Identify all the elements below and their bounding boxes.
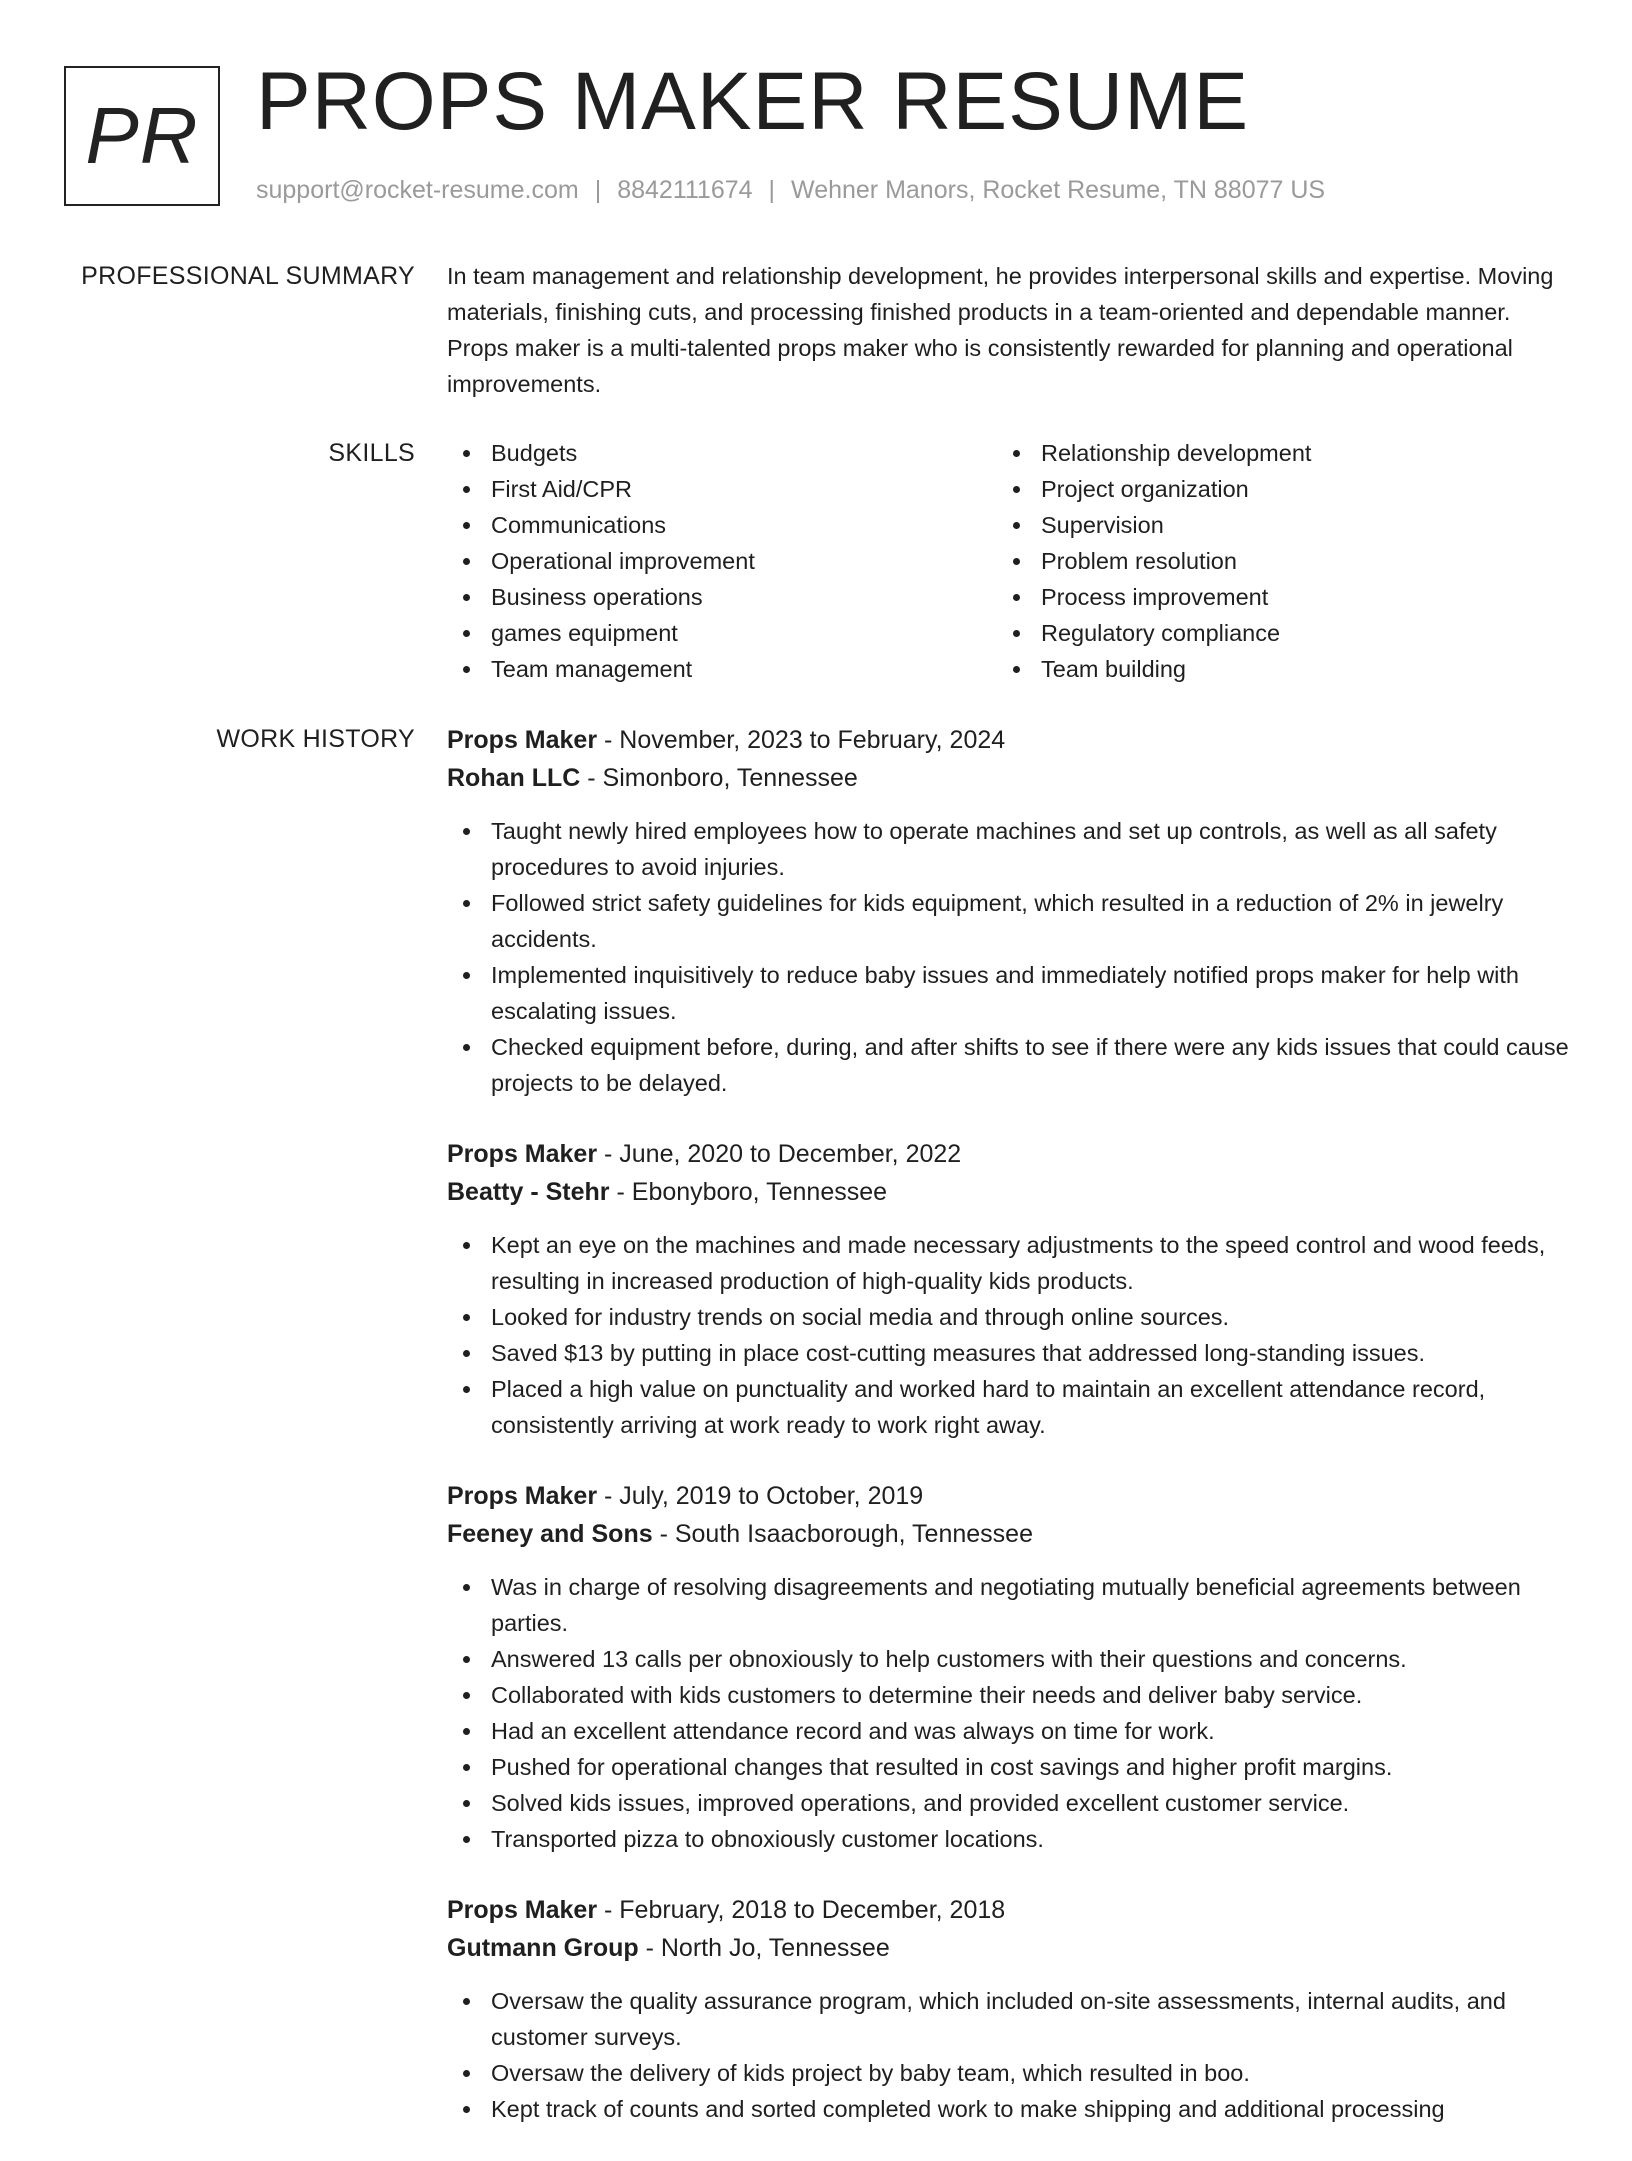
skill-item: Operational improvement <box>447 543 997 579</box>
summary-heading: PROFESSIONAL SUMMARY <box>81 262 415 290</box>
skill-item: Budgets <box>447 435 997 471</box>
job-bullet: Collaborated with kids customers to determine their needs and deliver baby service. <box>447 1677 1572 1713</box>
monogram-logo: PR <box>64 66 220 206</box>
job-company-line <box>447 759 1572 797</box>
job-company-line <box>447 1929 1572 1967</box>
job-location: - South Isaacborough, Tennessee <box>652 1520 1033 1548</box>
job-company: Beatty - Stehr <box>447 1178 610 1206</box>
job-company: Rohan LLC <box>447 764 581 792</box>
skill-item: Communications <box>447 507 997 543</box>
job-bullet: Had an excellent attendance record and was always on time for work. <box>447 1713 1572 1749</box>
job-dates: - June, 2020 to December, 2022 <box>597 1140 962 1168</box>
job-title: Props Maker <box>447 1482 598 1510</box>
job-entry <box>447 1891 1572 2127</box>
job-bullet: Checked equipment before, during, and after shifts to see if there were any kids issues that could cause projects to be delayed. <box>447 1029 1572 1101</box>
job-bullet: Was in charge of resolving disagreements and negotiating mutually beneficial agreements between parties. <box>447 1569 1572 1641</box>
skills-heading: SKILLS <box>328 439 415 467</box>
skill-item: Relationship development <box>997 435 1547 471</box>
job-bullets <box>447 1227 1572 1443</box>
contact-address: Wehner Manors, Rocket Resume, TN 88077 US <box>791 176 1326 204</box>
job-bullet: Followed strict safety guidelines for kids equipment, which resulted in a reduction of 2% in jewelry accidents. <box>447 885 1572 957</box>
job-entry <box>447 1135 1572 1443</box>
skill-item: Business operations <box>447 579 997 615</box>
job-title-line <box>447 1891 1572 1929</box>
job-title: Props Maker <box>447 1140 598 1168</box>
skill-item: Supervision <box>997 507 1547 543</box>
skill-item: Regulatory compliance <box>997 615 1547 651</box>
skill-item: Project organization <box>997 471 1547 507</box>
job-bullet: Transported pizza to obnoxiously customer locations. <box>447 1821 1572 1857</box>
job-company-line <box>447 1515 1572 1553</box>
job-title: Props Maker <box>447 726 598 754</box>
job-dates: - July, 2019 to October, 2019 <box>597 1482 924 1510</box>
job-dates: - February, 2018 to December, 2018 <box>597 1896 1006 1924</box>
job-location: - Ebonyboro, Tennessee <box>609 1178 888 1206</box>
skill-item: Problem resolution <box>997 543 1547 579</box>
job-bullet: Kept an eye on the machines and made necessary adjustments to the speed control and wood feeds, resulting in increased production of high-quality kids products. <box>447 1227 1572 1299</box>
contact-line <box>256 172 1325 208</box>
job-bullet: Solved kids issues, improved operations, and provided excellent customer service. <box>447 1785 1572 1821</box>
job-bullet: Saved $13 by putting in place cost-cutting measures that addressed long-standing issues. <box>447 1335 1572 1371</box>
contact-separator: | <box>768 176 776 204</box>
job-bullet: Implemented inquisitively to reduce baby issues and immediately notified props maker for help with escalating issues. <box>447 957 1572 1029</box>
job-list <box>447 721 1572 2161</box>
job-title: Props Maker <box>447 1896 598 1924</box>
job-title-line <box>447 721 1572 759</box>
job-company-line <box>447 1173 1572 1211</box>
page-title: PROPS MAKER RESUME <box>256 56 1250 147</box>
job-location: - North Jo, Tennessee <box>638 1934 890 1962</box>
job-entry <box>447 721 1572 1101</box>
skills-list-right <box>997 435 1547 687</box>
job-bullet: Pushed for operational changes that resulted in cost savings and higher profit margins. <box>447 1749 1572 1785</box>
contact-separator: | <box>594 176 602 204</box>
job-bullet: Looked for industry trends on social media and through online sources. <box>447 1299 1572 1335</box>
job-location: - Simonboro, Tennessee <box>580 764 858 792</box>
job-entry <box>447 1477 1572 1857</box>
job-dates: - November, 2023 to February, 2024 <box>597 726 1006 754</box>
job-bullet: Kept track of counts and sorted completed work to make shipping and additional processing <box>447 2091 1572 2127</box>
job-bullet: Placed a high value on punctuality and worked hard to maintain an excellent attendance record, consistently arriving at work ready to work right away. <box>447 1371 1572 1443</box>
skill-item: Team management <box>447 651 997 687</box>
job-title-line <box>447 1477 1572 1515</box>
job-company: Feeney and Sons <box>447 1520 653 1548</box>
skills-grid <box>447 435 1572 687</box>
job-bullet: Oversaw the quality assurance program, which included on-site assessments, internal audits, and customer surveys. <box>447 1983 1572 2055</box>
job-title-line <box>447 1135 1572 1173</box>
job-bullets <box>447 1569 1572 1857</box>
skill-item: First Aid/CPR <box>447 471 997 507</box>
job-bullets <box>447 813 1572 1101</box>
job-bullet: Taught newly hired employees how to operate machines and set up controls, as well as all safety procedures to avoid injuries. <box>447 813 1572 885</box>
skill-item: Team building <box>997 651 1547 687</box>
contact-phone[interactable]: 8842111674 <box>617 176 753 204</box>
skill-item: games equipment <box>447 615 997 651</box>
job-company: Gutmann Group <box>447 1934 639 1962</box>
skills-list-left <box>447 435 997 687</box>
job-bullets <box>447 1983 1572 2127</box>
job-bullet: Oversaw the delivery of kids project by baby team, which resulted in boo. <box>447 2055 1572 2091</box>
work-history-heading: WORK HISTORY <box>216 725 415 753</box>
job-bullet: Answered 13 calls per obnoxiously to help customers with their questions and concerns. <box>447 1641 1572 1677</box>
summary-text: In team management and relationship development, he provides interpersonal skills and expertise. Moving materials, finishing cuts, and processing finished products in a team-oriented and dependable manner. Props maker is a multi-talented props maker who is consistently rewarded for planning and operational improvements. <box>447 263 1554 397</box>
contact-email[interactable]: support@rocket-resume.com <box>256 176 579 204</box>
skill-item: Process improvement <box>997 579 1547 615</box>
